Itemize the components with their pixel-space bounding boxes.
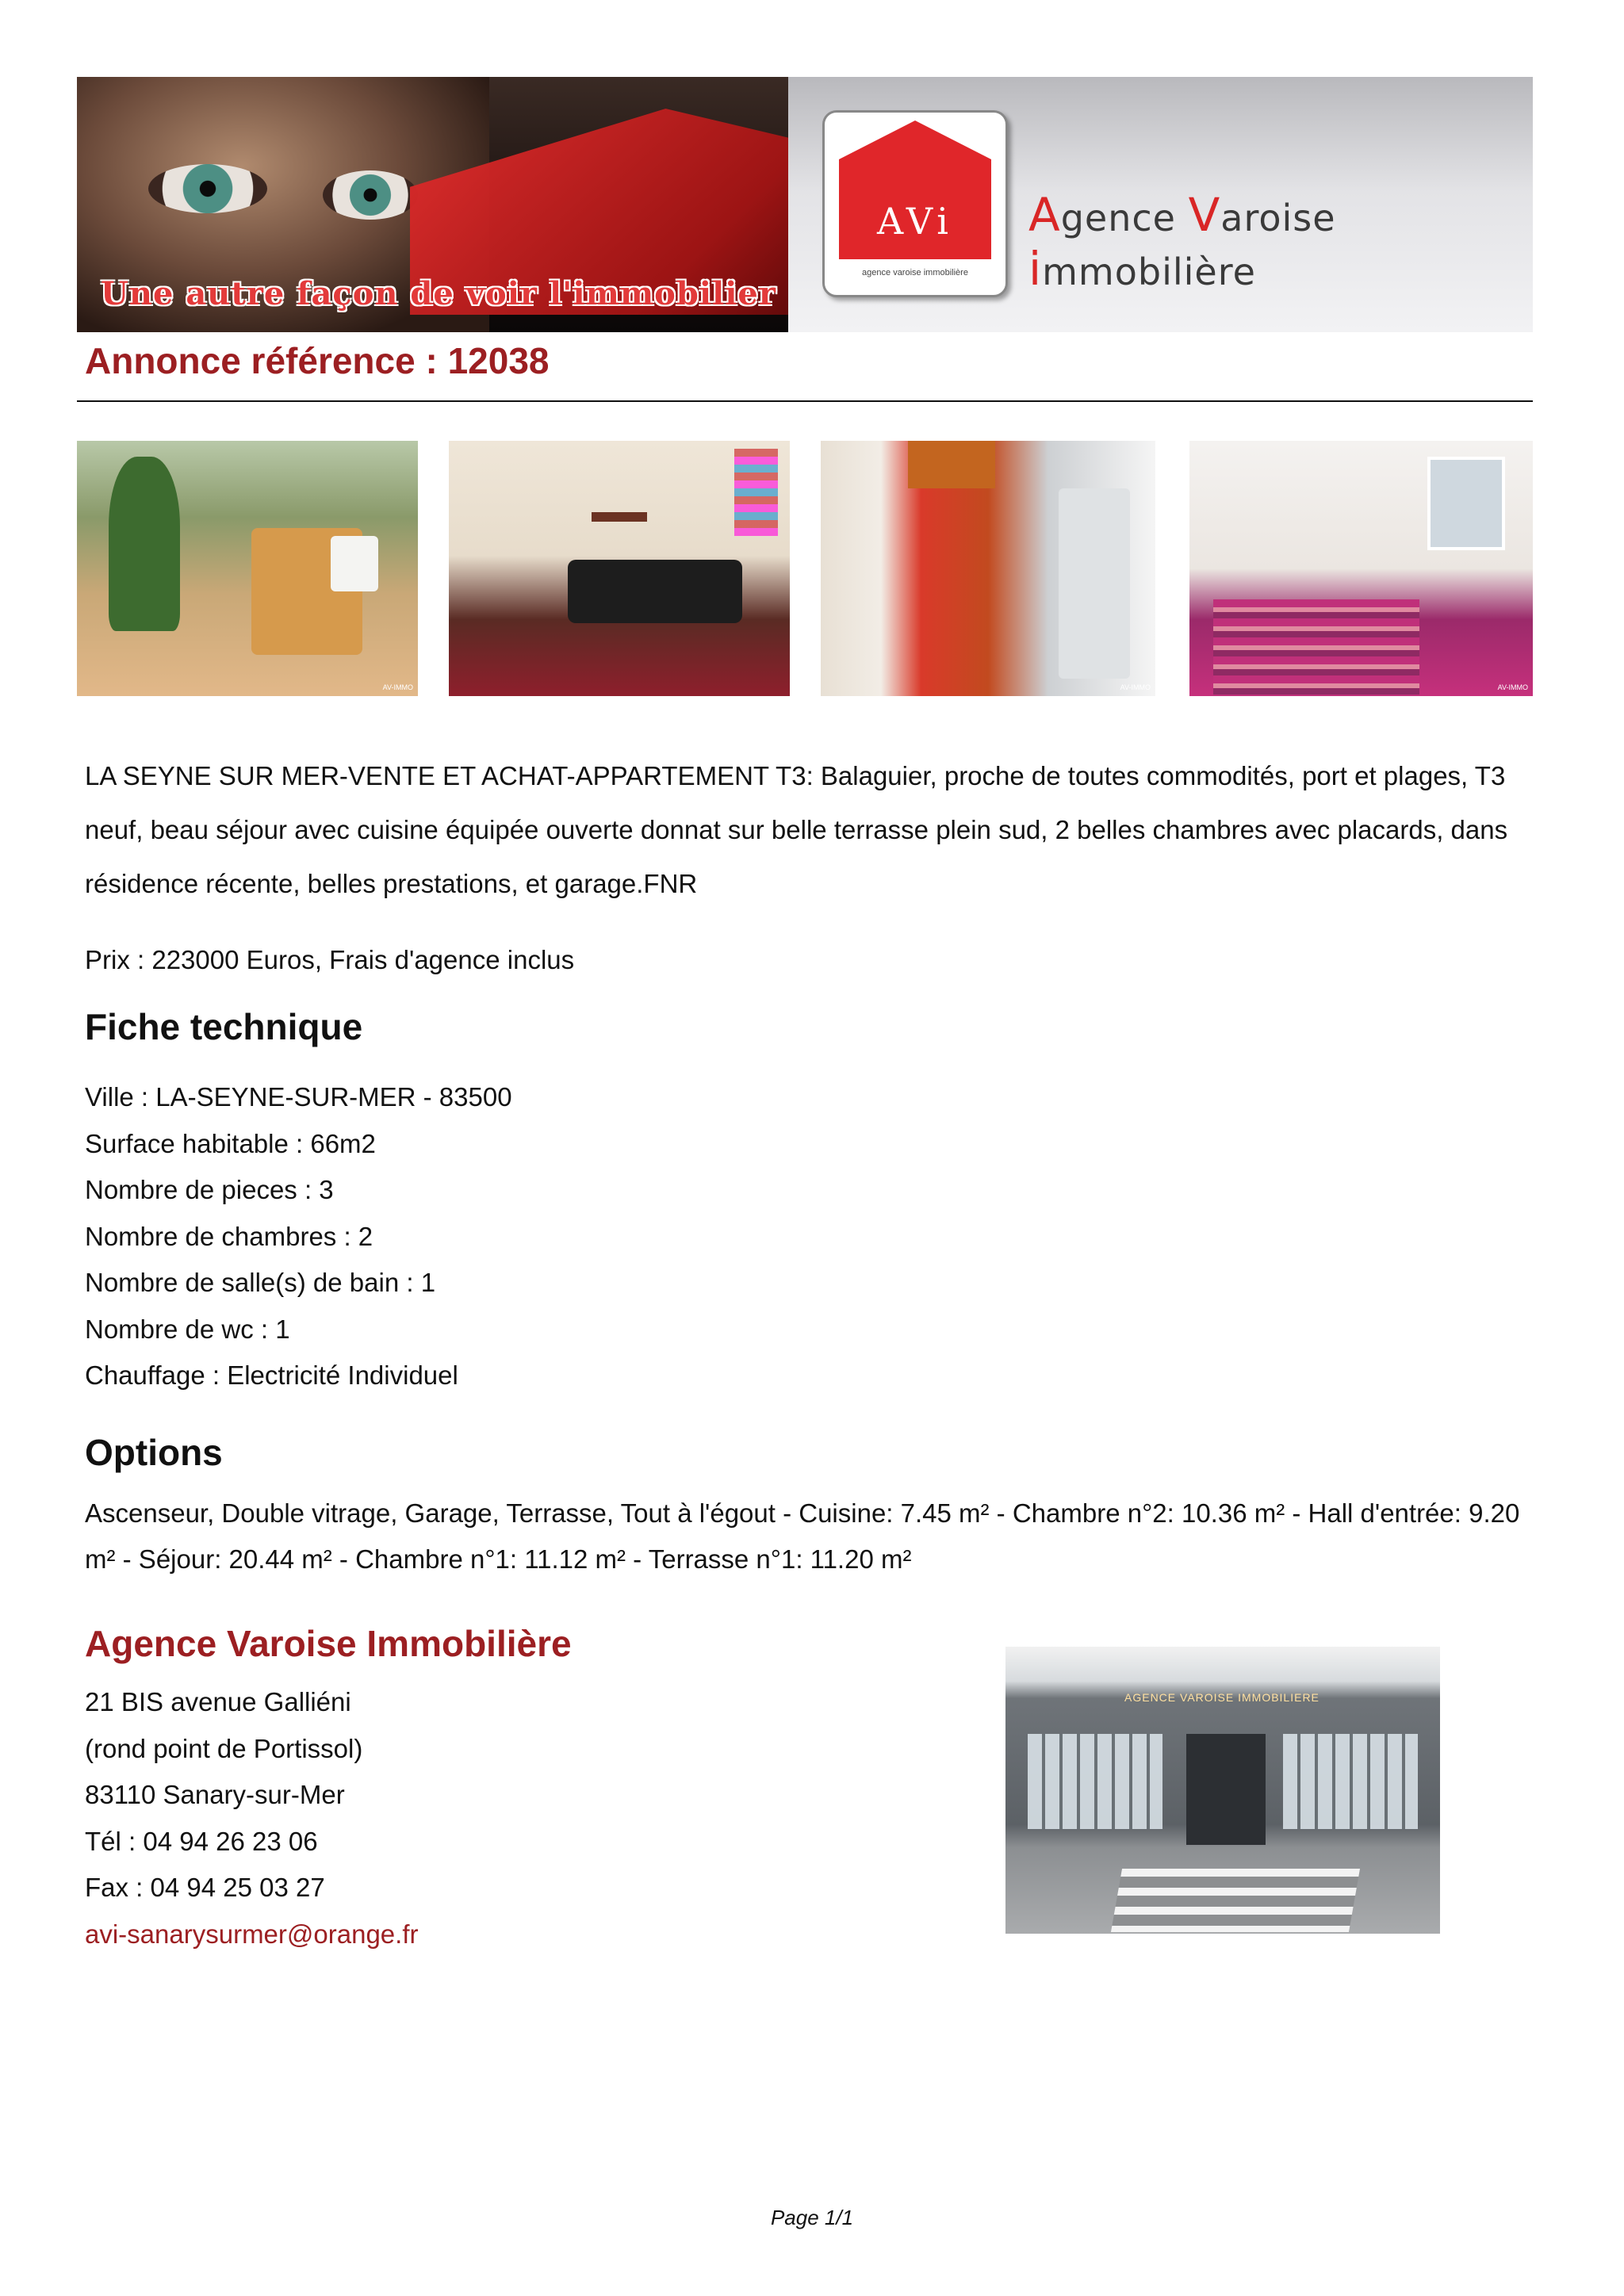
storefront-window bbox=[1283, 1734, 1418, 1829]
photo-living-room bbox=[449, 441, 790, 696]
header-banner bbox=[77, 77, 1533, 332]
agency-address-line: (rond point de Portissol) bbox=[85, 1733, 363, 1763]
banner-slogan: Une autre façon de voir l'immobilier bbox=[101, 275, 776, 312]
spec-item: Nombre de pieces : 3 bbox=[85, 1175, 334, 1204]
photo-watermark: AV-IMMO bbox=[1497, 683, 1528, 691]
listing-reference-title: Annonce référence : 12038 bbox=[85, 340, 550, 381]
brand-initial: i bbox=[1028, 242, 1043, 296]
photo-watermark: AV-IMMO bbox=[382, 683, 413, 691]
banner-photo bbox=[77, 77, 788, 332]
spec-item: Nombre de wc : 1 bbox=[85, 1314, 290, 1344]
listing-description: LA SEYNE SUR MER-VENTE ET ACHAT-APPARTEMENT T3: Balaguier, proche de toutes commodités, port et plages, T3 neuf, beau séjour avec cuisine équipée ouverte donnat sur belle terrasse plein sud, 2 belles chambres avec placards, dans résidence récente, belles prestations, et garage.FNR bbox=[85, 761, 1508, 898]
spec-item: Chauffage : Electricité Individuel bbox=[85, 1360, 458, 1390]
agency-phone: Tél : 04 94 26 23 06 bbox=[85, 1826, 318, 1856]
brand-word-rest: gence bbox=[1060, 197, 1189, 239]
crosswalk bbox=[1111, 1869, 1360, 1932]
agency-email-link[interactable]: avi-sanarysurmer@orange.fr bbox=[85, 1919, 419, 1949]
spec-item: Ville : LA-SEYNE-SUR-MER - 83500 bbox=[85, 1082, 512, 1112]
spec-item: Nombre de chambres : 2 bbox=[85, 1221, 373, 1251]
logo-subtitle: agence varoise immobilière bbox=[862, 268, 968, 277]
brand-title bbox=[1028, 188, 1533, 296]
photo-watermark: AV-IMMO bbox=[1120, 683, 1151, 691]
options-heading: Options bbox=[85, 1432, 223, 1473]
spec-item: Nombre de salle(s) de bain : 1 bbox=[85, 1268, 436, 1297]
options-text: Ascenseur, Double vitrage, Garage, Terrasse, Tout à l'égout - Cuisine: 7.45 m² - Chambre n°2: 10.36 m² - Hall d'entrée: 9.20 m² - Séjour: 20.44 m² - Chambre n°1: 11.12 m² - Terrasse n°1: 11.20 m² bbox=[85, 1498, 1520, 1574]
brand-word-rest: mmobilière bbox=[1042, 251, 1256, 293]
photo-terrace bbox=[77, 441, 418, 696]
agency-storefront-photo bbox=[1005, 1647, 1440, 1934]
photo-bedroom bbox=[1189, 441, 1533, 696]
agency-address-line: 83110 Sanary-sur-Mer bbox=[85, 1780, 345, 1809]
agency-contact bbox=[85, 1679, 418, 1957]
eye-image bbox=[148, 164, 267, 213]
spec-item: Surface habitable : 66m2 bbox=[85, 1128, 376, 1158]
eye-image bbox=[323, 170, 418, 220]
brand-word-rest: aroise bbox=[1220, 197, 1336, 239]
tech-sheet-heading: Fiche technique bbox=[85, 1006, 363, 1047]
page-number: Page 1/1 bbox=[770, 2206, 854, 2229]
agency-address-line: 21 BIS avenue Galliéni bbox=[85, 1687, 351, 1716]
storefront-window bbox=[1028, 1734, 1162, 1829]
agency-fax: Fax : 04 94 25 03 27 bbox=[85, 1873, 325, 1902]
storefront-door bbox=[1186, 1734, 1266, 1845]
listing-price: Prix : 223000 Euros, Frais d'agence inclus bbox=[85, 945, 575, 974]
logo-mark: AVi bbox=[876, 200, 954, 243]
brand-initial: A bbox=[1028, 188, 1061, 242]
agency-logo bbox=[822, 110, 1008, 297]
brand-initial: V bbox=[1188, 188, 1221, 242]
agency-name: Agence Varoise Immobilière bbox=[85, 1623, 572, 1664]
tech-sheet-list bbox=[85, 1074, 512, 1399]
photo-kitchen bbox=[821, 441, 1155, 696]
storefront-sign: AGENCE VAROISE IMMOBILIERE bbox=[1124, 1691, 1320, 1704]
title-divider bbox=[77, 400, 1533, 402]
